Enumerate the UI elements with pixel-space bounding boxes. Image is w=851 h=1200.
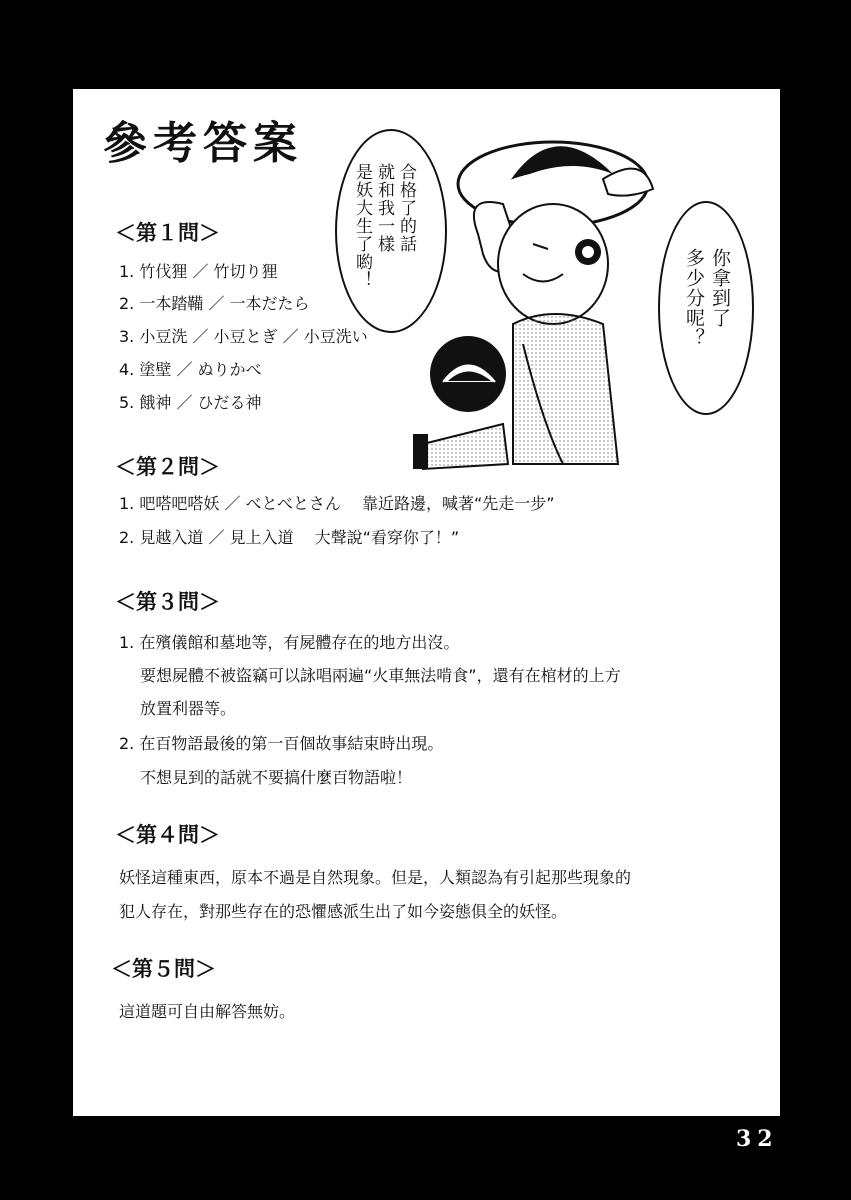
section-heading: ＜第１問＞: [115, 221, 220, 245]
answer-line: 3. 小豆洗 ／ 小豆とぎ ／ 小豆洗い: [119, 327, 368, 346]
answer-line: 1. 竹伐狸 ／ 竹切り狸: [119, 262, 278, 281]
answer-line: 不想見到的話就不要搞什麼百物語啦！: [140, 768, 413, 787]
answer-line: 妖怪這種東西，原本不過是自然現象。但是，人類認為有引起那些現象的: [119, 868, 632, 887]
answer-line: 放置利器等。: [140, 699, 237, 718]
bubble-text-col2: 就和我一樣: [374, 163, 394, 253]
answer-line: 1. 在殯儀館和墓地等，有屍體存在的地方出沒。: [119, 633, 460, 652]
section-heading: ＜第３問＞: [115, 590, 220, 614]
section-heading: ＜第４問＞: [115, 823, 220, 847]
section-heading: ＜第２問＞: [115, 455, 220, 479]
page-number: 32: [736, 1126, 779, 1152]
answer-line: 犯人存在，對那些存在的恐懼感派生出了如今姿態俱全的妖怪。: [119, 902, 568, 921]
section-heading: ＜第５問＞: [111, 957, 216, 981]
answer-line: 5. 餓神 ／ ひだる神: [119, 393, 262, 412]
speech-bubble-left: [335, 129, 447, 333]
speech-bubble-right: [658, 201, 754, 415]
answer-line: 2. 一本踏鞴 ／ 一本だたら: [119, 294, 310, 313]
answer-line: 要想屍體不被盜竊可以詠唱兩遍“火車無法啃食”，還有在棺材的上方: [140, 666, 621, 685]
page-sheet: [73, 89, 780, 1116]
page-title: 參考答案: [103, 118, 303, 169]
bubble-text-col2: 多少分呢？: [683, 248, 705, 348]
answer-line: 4. 塗壁 ／ ぬりかべ: [119, 360, 262, 379]
answer-line: 1. 吧嗒吧嗒妖 ／ べとべとさん 靠近路邊，喊著“先走一步”: [119, 494, 555, 513]
bubble-text-col3: 是妖大生了喲！: [352, 163, 372, 289]
answer-line: 這道題可自由解答無妨。: [119, 1002, 296, 1021]
answer-line: 2. 在百物語最後的第一百個故事結束時出現。: [119, 734, 444, 753]
bubble-text-col1: 合格了的話: [396, 163, 416, 253]
answer-line: 2. 見越入道 ／ 見上入道 大聲說“看穿你了！”: [119, 528, 460, 547]
bubble-text-col1: 你拿到了: [709, 248, 731, 328]
